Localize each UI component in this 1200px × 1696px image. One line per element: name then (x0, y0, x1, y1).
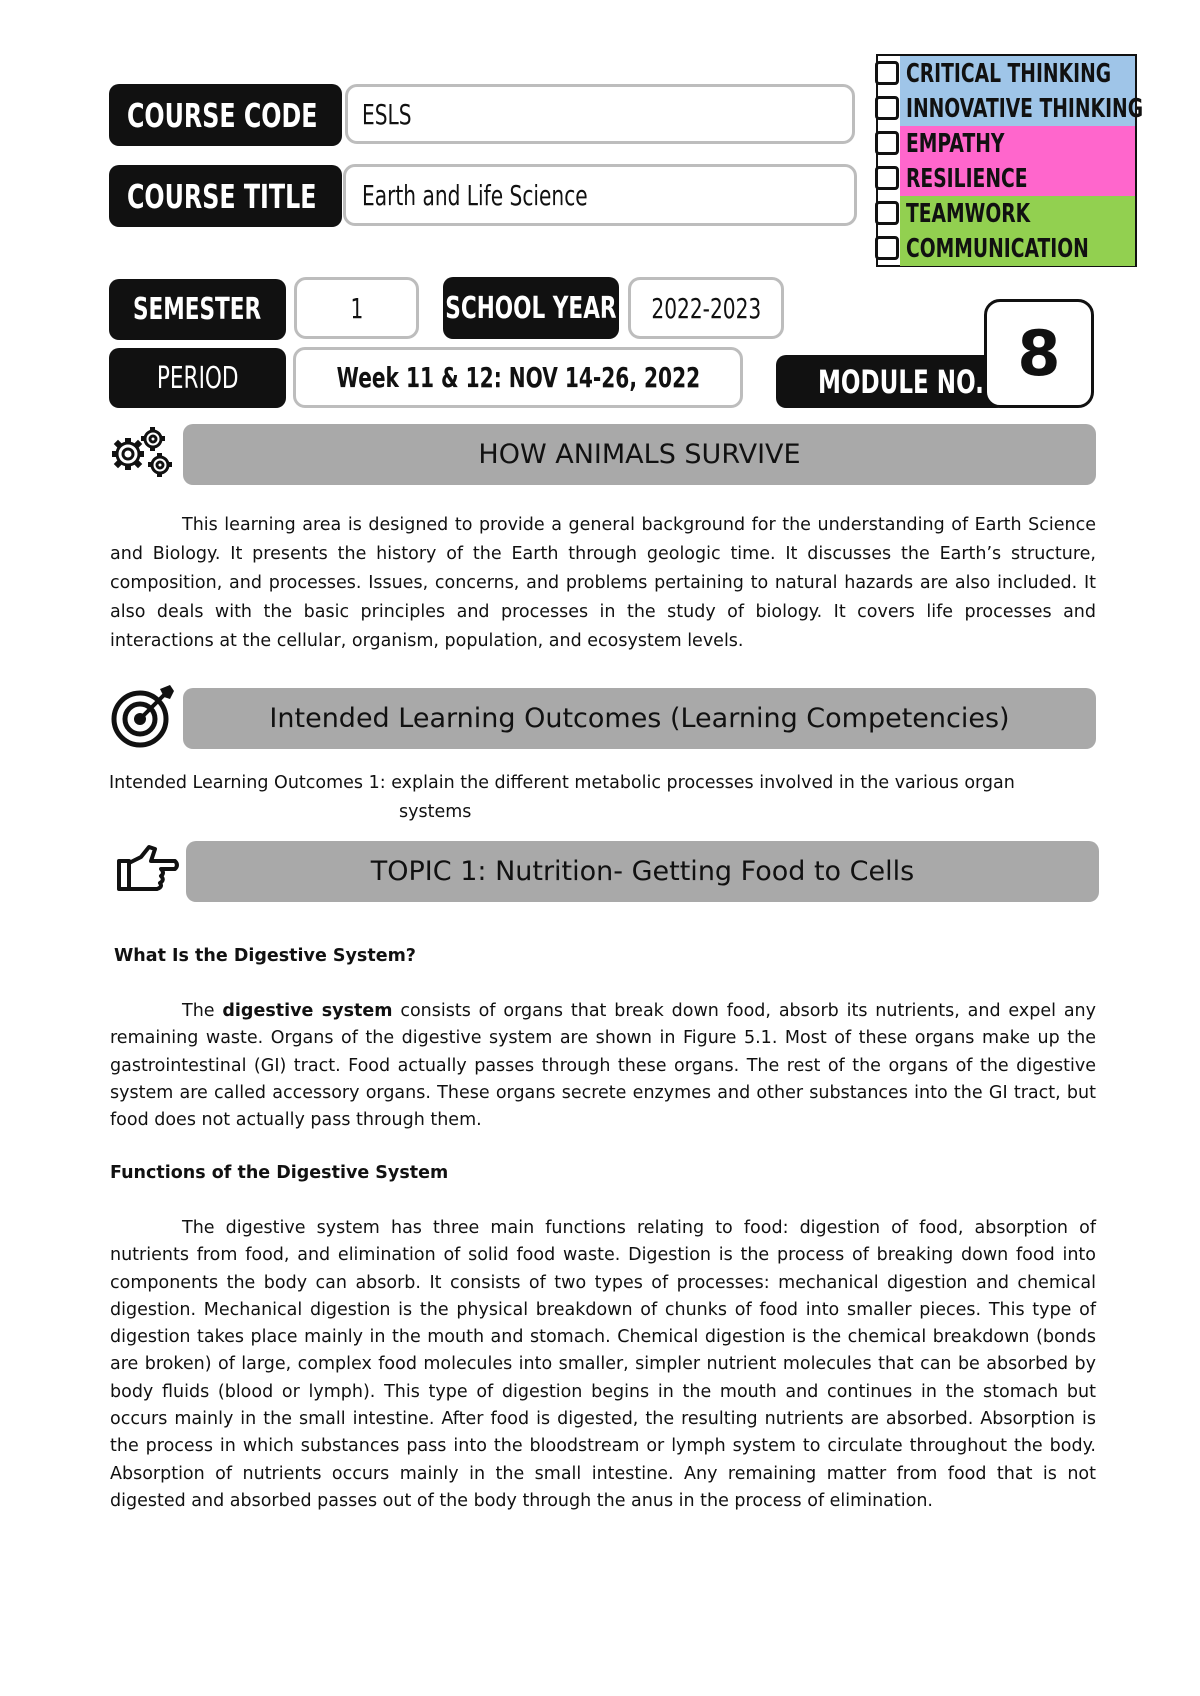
skill-communication[interactable] (878, 231, 1135, 266)
skill-label: TEAMWORK (906, 198, 1031, 229)
skill-empathy[interactable] (878, 126, 1135, 161)
semester-label: SEMESTER (133, 292, 262, 327)
skills-checklist (876, 54, 1144, 267)
outcome-prefix: Intended Learning Outcomes 1: (109, 773, 386, 793)
functions-paragraph (110, 1215, 1096, 1515)
skill-checkbox[interactable] (875, 236, 899, 260)
period-label: PERIOD (156, 360, 239, 396)
school-year-label-box (443, 277, 619, 339)
period-field (293, 347, 743, 408)
course-title-field (343, 164, 857, 226)
main-title: HOW ANIMALS SURVIVE (478, 439, 801, 470)
period-value: Week 11 & 12: NOV 14-26, 2022 (336, 361, 700, 394)
topic-title-bar (186, 841, 1099, 902)
skill-label: RESILIENCE (906, 163, 1028, 194)
skill-innovative-thinking[interactable] (878, 91, 1144, 126)
outcomes-title-bar (183, 688, 1096, 749)
outcome-text-2: systems (399, 802, 472, 822)
skill-critical-thinking[interactable] (878, 56, 1135, 91)
course-title-label-box (109, 165, 342, 227)
skill-checkbox[interactable] (875, 96, 899, 120)
course-title-label: COURSE TITLE (127, 176, 317, 216)
target-icon (108, 683, 178, 749)
period-label-box (109, 348, 286, 408)
gears-icon (108, 424, 178, 478)
course-code-value: ESLS (362, 97, 412, 131)
outcome-text: explain the different metabolic processes involved in the various organ (391, 773, 1015, 793)
intro-paragraph (110, 511, 1096, 656)
skill-checkbox[interactable] (875, 166, 899, 190)
digestive-system-heading-text: What Is the Digestive System? (114, 946, 416, 966)
p1-rest: consists of organs that break down food, absorb its nutrients, and expel any remaining waste. Organs of the digestive system are shown in Figure 5.1. Most of these organs make up the gastrointestinal (GI) tract. Food actually passes through these organs. The rest of the organs of the digestive system are called accessory organs. These organs secrete enzymes and other substances into the GI tract, but food does not actually pass through them. (110, 1001, 1097, 1131)
skill-checkbox[interactable] (875, 61, 899, 85)
intro-text: This learning area is designed to provide a general background for the understanding of Earth Science and Biology. It presents the history of the Earth through geologic time. It discusses the Earth’s structure, composition, and processes. Issues, concerns, and problems pertaining to natural hazards are also included. It also deals with the basic principles and processes in the study of biology. It covers life processes and interactions at the cellular, organism, population, and ecosystem levels. (110, 515, 1096, 651)
skill-label: EMPATHY (906, 128, 1005, 159)
school-year-field (628, 277, 784, 339)
school-year-value: 2022-2023 (651, 291, 761, 325)
skill-teamwork[interactable] (878, 196, 1135, 231)
skill-resilience[interactable] (878, 161, 1135, 196)
course-code-field (345, 84, 855, 144)
module-label: MODULE NO. (818, 362, 984, 401)
school-year-label: SCHOOL YEAR (445, 290, 617, 326)
pointing-hand-icon (115, 843, 181, 895)
outcome-line-2 (399, 798, 471, 827)
functions-heading-text: Functions of the Digestive System (110, 1163, 449, 1183)
semester-value: 1 (350, 291, 363, 325)
course-code-label-box (109, 84, 342, 146)
p2-text: The digestive system has three main functions relating to food: digestion of food, absorption of nutrients from food, and elimination of solid food waste. Digestion is the process of breaking down food into components the body can absorb. It consists of two types of processes: mechanical digestion and chemical digestion. Mechanical digestion is the physical breakdown of chunks of food into smaller pieces. This type of digestion takes place mainly in the mouth and stomach. Chemical digestion is the chemical breakdown (bonds are broken) of large, complex food molecules into smaller, simpler nutrient molecules that can be absorbed by body fluids (blood or lymph). This type of digestion begins in the mouth and continues in the stomach but occurs mainly in the small intestine. After food is digested, the resulting nutrients are absorbed. Absorption is the process in which substances pass into the bloodstream or lymph system to circulate throughout the body. Absorption of nutrients occurs mainly in the small intestine. Any remaining matter from food that is not digested and absorbed passes out of the body through the anus in the process of elimination. (110, 1218, 1096, 1511)
topic-title: TOPIC 1: Nutrition- Getting Food to Cells (370, 856, 915, 887)
module-label-box (776, 355, 1006, 408)
p1-bold: digestive system (222, 1001, 393, 1021)
skill-label: CRITICAL THINKING (906, 58, 1112, 89)
skill-label: COMMUNICATION (906, 233, 1089, 264)
functions-heading (110, 1163, 448, 1183)
course-code-label: COURSE CODE (127, 95, 318, 135)
semester-field (294, 277, 419, 339)
skill-checkbox[interactable] (875, 201, 899, 225)
course-title-value: Earth and Life Science (362, 178, 588, 212)
skill-checkbox[interactable] (875, 131, 899, 155)
digestive-system-heading (114, 946, 416, 966)
outcomes-title: Intended Learning Outcomes (Learning Competencies) (269, 703, 1010, 734)
skill-label: INNOVATIVE THINKING (906, 93, 1144, 124)
outcome-line (109, 769, 1099, 798)
p1-lead: The (182, 1001, 223, 1021)
module-number: 8 (1017, 317, 1061, 390)
module-number-box (984, 299, 1094, 408)
main-title-bar (183, 424, 1096, 485)
semester-label-box (109, 279, 286, 340)
digestive-system-paragraph (110, 998, 1096, 1134)
